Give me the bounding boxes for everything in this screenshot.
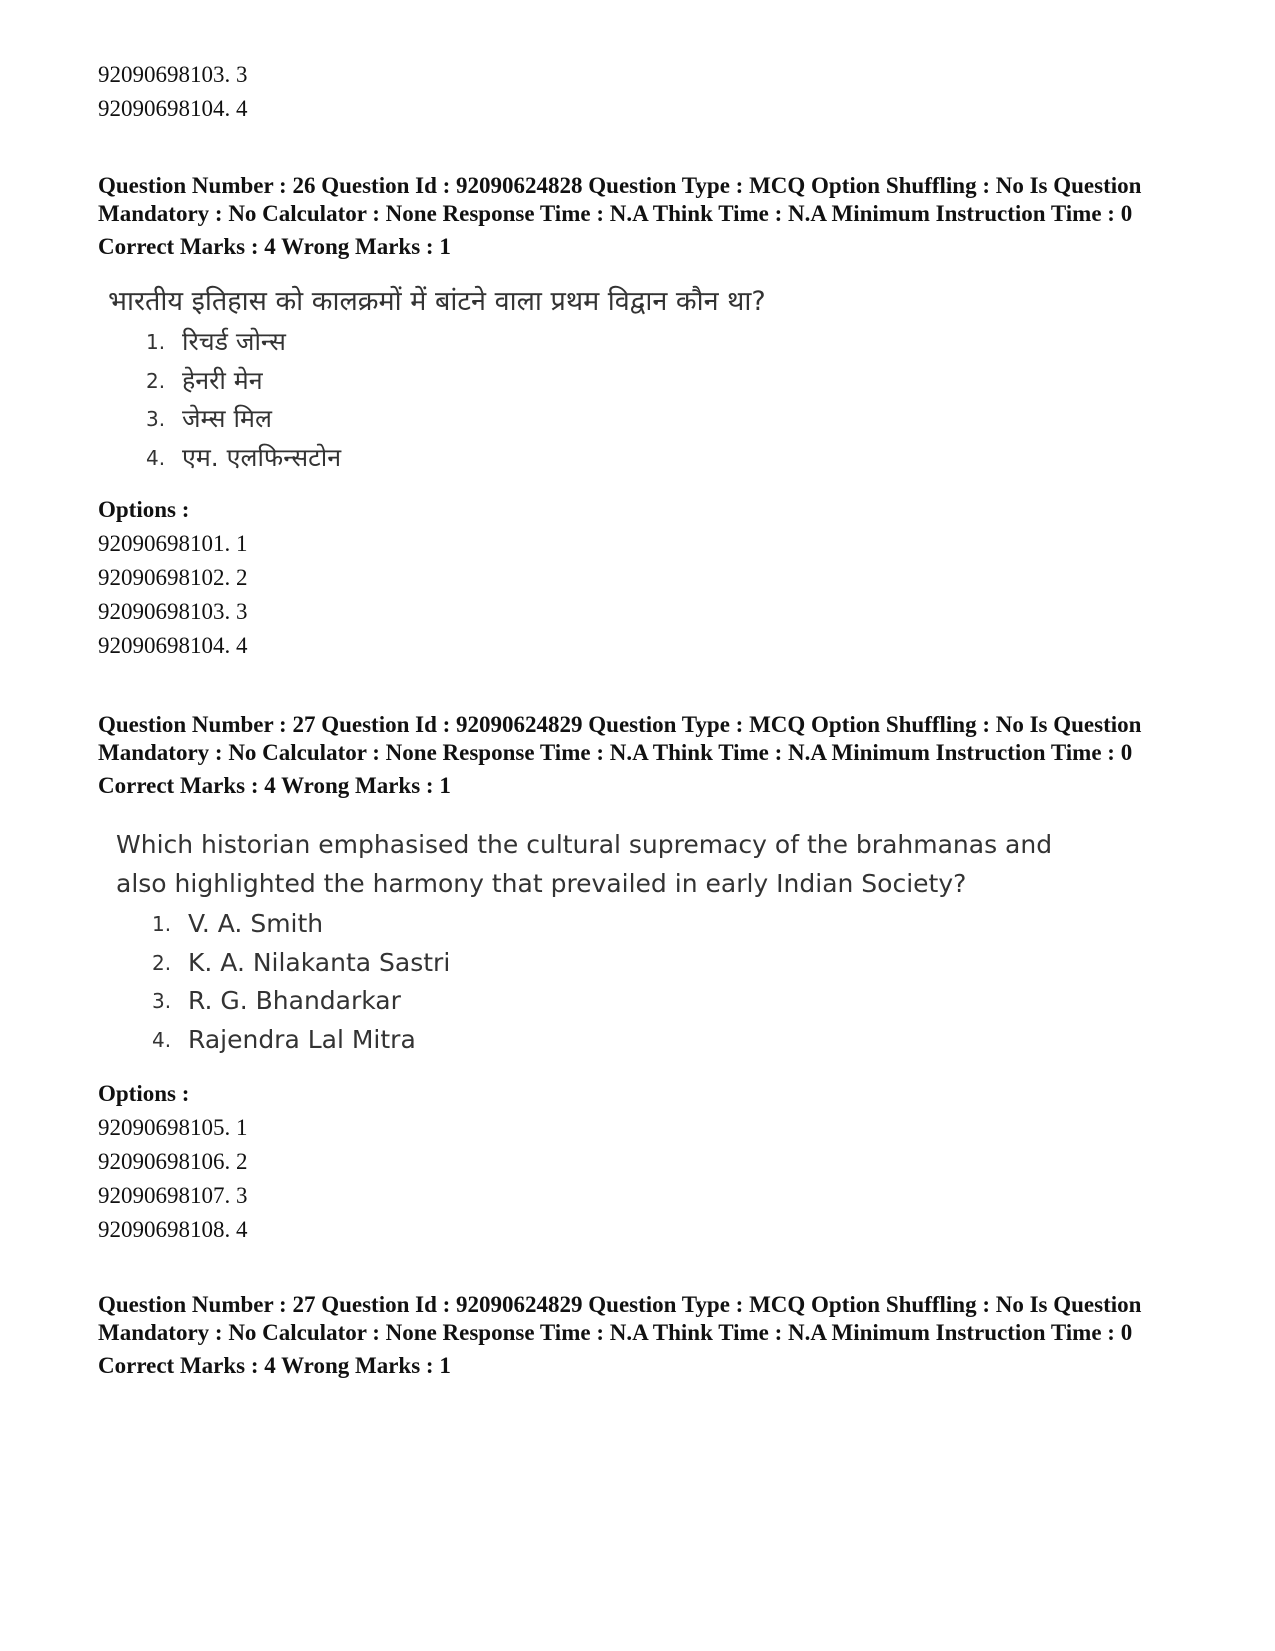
choice-item bbox=[152, 944, 1188, 983]
question-marks: Correct Marks : 4 Wrong Marks : 1 bbox=[98, 773, 451, 798]
options-label: Options : bbox=[98, 497, 190, 522]
choice-number: 3. bbox=[152, 989, 172, 1013]
choice-item bbox=[152, 905, 1188, 944]
choice-number: 2. bbox=[152, 950, 172, 975]
previous-question-options bbox=[98, 58, 1188, 126]
option-id-line: 92090698105. 1 bbox=[98, 1115, 248, 1140]
question-meta: Question Number : 26 Question Id : 92090624828 Question Type : MCQ Option Shuffling : No Is Question Mandatory : No Calculator : None Response Time : N.A Think Time : N.A Minimum Instruction Time : 0 bbox=[98, 173, 1142, 226]
choice-item bbox=[152, 982, 1188, 1021]
option-id-line: 92090698106. 2 bbox=[98, 1149, 248, 1174]
option-id-line: 92090698107. 3 bbox=[98, 1183, 248, 1208]
question-meta: Question Number : 27 Question Id : 92090624829 Question Type : MCQ Option Shuffling : No Is Question Mandatory : No Calculator : None Response Time : N.A Think Time : N.A Minimum Instruction Time : 0 bbox=[98, 712, 1142, 765]
choice-list bbox=[108, 323, 1188, 477]
option-id-line: 92090698108. 4 bbox=[98, 1217, 248, 1242]
choice-number: 4. bbox=[152, 1027, 172, 1052]
choice-text: रिचर्ड जोन्स bbox=[182, 327, 286, 356]
choice-text: एम. एलफिन्सटोन bbox=[182, 442, 342, 472]
question-marks: Correct Marks : 4 Wrong Marks : 1 bbox=[98, 234, 451, 259]
choice-item bbox=[146, 362, 1188, 401]
question-27-repeat-block bbox=[98, 1291, 1188, 1383]
choice-text: हेनरी मेन bbox=[182, 365, 263, 395]
choice-text: Rajendra Lal Mitra bbox=[188, 1024, 416, 1054]
choice-text: K. A. Nilakanta Sastri bbox=[188, 947, 451, 977]
option-id-line: 92090698104. 4 bbox=[98, 633, 248, 658]
choice-number: 2. bbox=[146, 368, 166, 393]
choice-number: 4. bbox=[146, 445, 166, 470]
choice-number: 1. bbox=[152, 912, 172, 936]
document-page bbox=[98, 58, 1188, 1383]
option-id-line: 92090698103. 3 bbox=[98, 62, 248, 87]
question-26-block bbox=[98, 172, 1188, 663]
choice-item bbox=[152, 1021, 1188, 1060]
options-label: Options : bbox=[98, 1081, 190, 1106]
choice-item bbox=[146, 439, 1188, 478]
option-id-line: 92090698103. 3 bbox=[98, 599, 248, 624]
question-marks: Correct Marks : 4 Wrong Marks : 1 bbox=[98, 1353, 451, 1378]
option-id-line: 92090698102. 2 bbox=[98, 565, 248, 590]
option-id-line: 92090698101. 1 bbox=[98, 531, 248, 556]
choice-item bbox=[146, 323, 1188, 362]
choice-number: 1. bbox=[146, 330, 166, 354]
question-27-block bbox=[98, 711, 1188, 1247]
question-text-line-2: also highlighted the harmony that prevailed in early Indian Society? bbox=[116, 869, 967, 898]
choice-list bbox=[116, 905, 1188, 1059]
question-text-line-1: Which historian emphasised the cultural supremacy of the brahmanas and bbox=[116, 830, 1053, 859]
choice-text: जेम्स मिल bbox=[182, 404, 272, 433]
choice-number: 3. bbox=[146, 407, 166, 431]
choice-text: R. G. Bhandarkar bbox=[188, 986, 401, 1015]
option-id-line: 92090698104. 4 bbox=[98, 96, 248, 121]
question-meta: Question Number : 27 Question Id : 92090624829 Question Type : MCQ Option Shuffling : No Is Question Mandatory : No Calculator : None Response Time : N.A Think Time : N.A Minimum Instruction Time : 0 bbox=[98, 1292, 1142, 1345]
question-image bbox=[108, 282, 1188, 477]
choice-item bbox=[146, 400, 1188, 439]
question-image bbox=[116, 825, 1188, 1059]
choice-text: V. A. Smith bbox=[188, 909, 324, 938]
question-text: भारतीय इतिहास को कालक्रमों में बांटने वाला प्रथम विद्वान कौन था? bbox=[108, 286, 766, 317]
